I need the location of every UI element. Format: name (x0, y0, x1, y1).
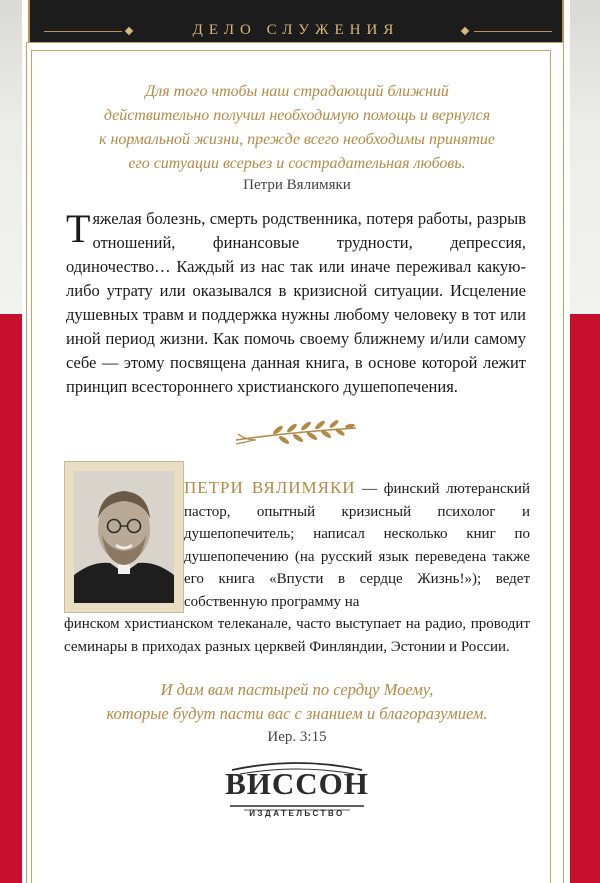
author-bio (184, 477, 530, 613)
epigraph-line: Для того чтобы наш страдающий ближний (145, 83, 449, 100)
publisher-name: ВИССОН (225, 766, 369, 801)
author-bio-text: — финский лютеранский пастор, опытный кризисный психолог и душепопечитель; написал несколько книг по душепопечению (на русский язык переведена также его книга «Впусти в сердце Жизнь!»); ведет собственную программу на (184, 481, 530, 610)
author-photo-frame (64, 461, 184, 613)
epigraph-line: действительно получил необходимую помощь и вернулся (103, 107, 491, 124)
author-bio-continuation: финском христианском телеканале, часто выступает на радио, проводит семинары в приходах разных церквей Финляндии, Эстонии и России. (64, 616, 530, 655)
verse-line: И дам вам пастырей по сердцу Моему, (160, 680, 434, 699)
author-name: ПЕТРИ ВЯЛИМЯКИ (184, 478, 356, 497)
author-portrait-image (74, 471, 174, 603)
publisher-subtitle: ИЗДАТЕЛЬСТВО (249, 809, 345, 818)
verse-reference: Иер. 3:15 (267, 729, 327, 745)
series-header (28, 0, 564, 42)
description-text: яжелая болезнь, смерть родственника, потеря работы, разрыв отношений, финансовые трудности, депрессия, одиночество… Каждый из нас так или иначе переживал какую-либо утрату или оказывался в кризисной ситуации. Исцеление душевных травм и поддержка нужны любому человеку в тот или иной период жизни. Как помочь своему ближнему и/или самому себе — этому посвящена данная книга, в основе которой лежит принцип всестороннего христианского душепопечения. (66, 209, 526, 396)
laurel-ornament-icon (232, 418, 360, 448)
epigraph-author: Петри Вялимяки (243, 177, 351, 193)
epigraph-quote (82, 80, 512, 176)
epigraph-line: его ситуации всерьез и сострадательная любовь. (128, 155, 466, 172)
book-description (66, 207, 526, 399)
publisher-logo (224, 758, 370, 838)
epigraph-line: к нормальной жизни, прежде всего необходимы принятие (98, 131, 496, 148)
scripture-verse (62, 678, 532, 726)
series-title: ДЕЛО СЛУЖЕНИЯ (192, 22, 400, 38)
header-rule-right (474, 31, 552, 32)
drop-cap-letter: Т (66, 206, 91, 251)
cover-panel (22, 0, 570, 883)
verse-line: которые будут пасти вас с знанием и благоразумием. (106, 704, 488, 723)
